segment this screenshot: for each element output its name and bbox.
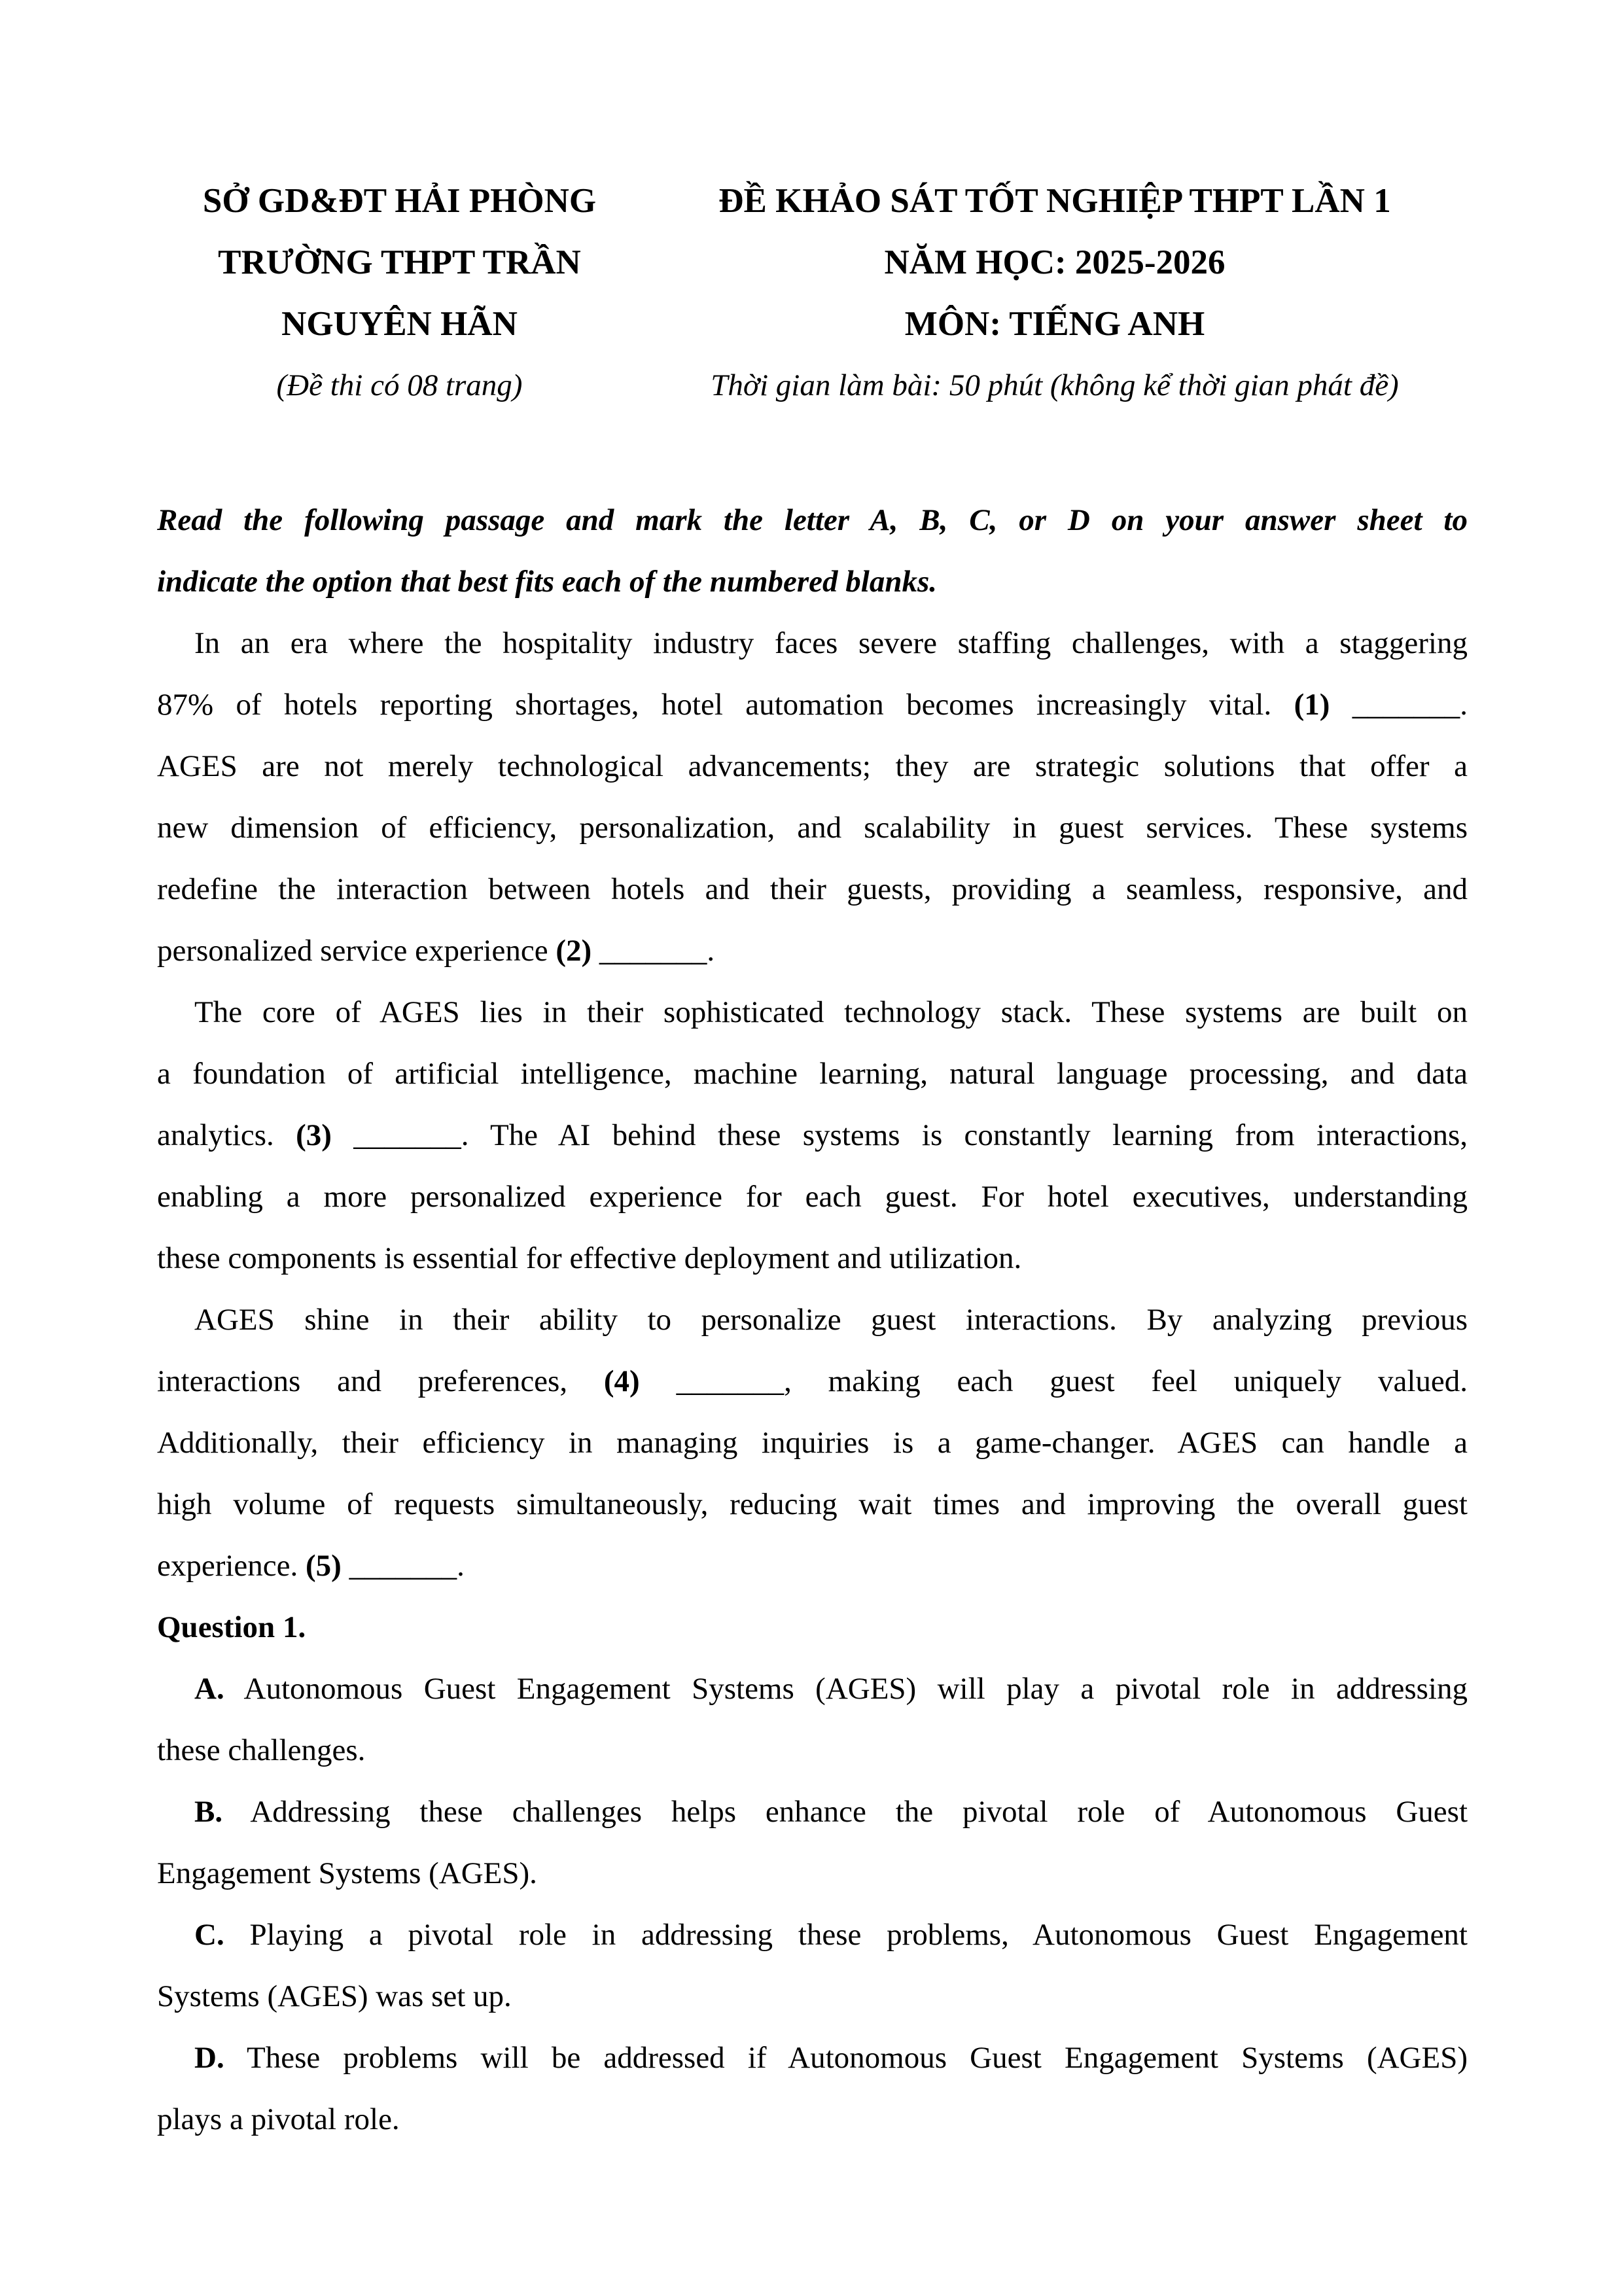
passage-paragraph-2	[157, 981, 1468, 1289]
answer-blank-2: _______	[599, 934, 707, 968]
blank-5-number: (5)	[306, 1549, 342, 1583]
question-1-option-a	[157, 1658, 1468, 1781]
text-run: Engagement Systems (AGES).	[157, 1856, 537, 1890]
school-year: NĂM HỌC: 2025-2026	[884, 243, 1226, 281]
instructions-line-1	[157, 489, 1468, 551]
text-run: a foundation of artificial intelligence, machine learning, natural language processing, and data	[157, 1057, 1468, 1091]
passage-paragraph-1-line-5	[157, 858, 1468, 920]
text-run: plays a pivotal role.	[157, 2102, 400, 2136]
text-run: Additionally, their efficiency in managing inquiries is a game-changer. AGES can handle a	[157, 1426, 1468, 1460]
text-run: AGES shine in their ability to personalize guest interactions. By analyzing previous	[194, 1303, 1468, 1337]
instructions-line-2	[157, 551, 1468, 612]
document-body	[157, 489, 1468, 2150]
passage-paragraph-1-line-3	[157, 735, 1468, 797]
school-name-line-2: NGUYÊN HÃN	[281, 305, 518, 343]
page-count-note: (Đề thi có 08 trang)	[276, 368, 523, 402]
text-run: . The AI behind these systems is constantly learning from interactions,	[461, 1118, 1468, 1152]
passage-paragraph-3-line-2	[157, 1351, 1468, 1412]
text-run: analytics.	[157, 1118, 296, 1152]
text-run: redefine the interaction between hotels and their guests, providing a seamless, responsive, and	[157, 872, 1468, 906]
text-run: indicate the option that best fits each of the numbered blanks.	[157, 565, 938, 599]
text-run: The core of AGES lies in their sophisticated technology stack. These systems are built on	[194, 995, 1468, 1029]
blank-2-number: (2)	[556, 934, 592, 968]
question-1-heading	[157, 1597, 1468, 1658]
passage-paragraph-3-line-4	[157, 1474, 1468, 1535]
passage-paragraph-1-line-4	[157, 797, 1468, 858]
text-run	[1330, 688, 1352, 722]
text-run: .	[707, 934, 715, 968]
blank-4-number: (4)	[603, 1364, 640, 1398]
passage-paragraph-1	[157, 612, 1468, 981]
answer-blank-3: _______	[353, 1118, 461, 1152]
text-run: personalized service experience	[157, 934, 556, 968]
question-1-option-d-line-1	[157, 2027, 1468, 2089]
passage-paragraph-2-line-3	[157, 1104, 1468, 1166]
text-run: .	[1460, 688, 1468, 722]
text-run: , making each guest feel uniquely valued.	[784, 1364, 1468, 1398]
text-run: AGES are not merely technological advancements; they are strategic solutions that offer a	[157, 749, 1468, 783]
exam-title-block	[642, 170, 1468, 416]
text-run: In an era where the hospitality industry faces severe staffing challenges, with a staggering	[194, 626, 1468, 660]
question-1-option-b	[157, 1781, 1468, 1904]
option-letter-d: D.	[194, 2041, 224, 2075]
text-run: Playing a pivotal role in addressing these problems, Autonomous Guest Engagement	[224, 1918, 1468, 1952]
department-name: SỞ GD&ĐT HẢI PHÒNG	[202, 182, 597, 220]
question-1-option-b-line-2	[157, 1843, 1468, 1904]
passage-paragraph-2-line-5	[157, 1227, 1468, 1289]
instructions	[157, 489, 1468, 612]
exam-header	[157, 170, 1468, 416]
text-run: Systems (AGES) was set up.	[157, 1979, 512, 2013]
text-run: These problems will be addressed if Autonomous Guest Engagement Systems (AGES)	[224, 2041, 1468, 2075]
text-run	[332, 1118, 353, 1152]
text-run: Read the following passage and mark the letter A, B, C, or D on your answer sheet to	[157, 503, 1468, 537]
text-run: interactions and preferences,	[157, 1364, 604, 1398]
option-letter-c: C.	[194, 1918, 224, 1952]
answer-blank-4: _______	[676, 1364, 785, 1398]
option-letter-b: B.	[194, 1795, 223, 1829]
exam-subject: MÔN: TIẾNG ANH	[904, 305, 1205, 343]
header-body-spacer	[157, 416, 1468, 489]
exam-title: ĐỀ KHẢO SÁT TỐT NGHIỆP THPT LẦN 1	[718, 182, 1391, 220]
question-1-option-c	[157, 1904, 1468, 2027]
passage-paragraph-2-line-4	[157, 1166, 1468, 1227]
passage-paragraph-1-line-6	[157, 920, 1468, 981]
text-run: 87% of hotels reporting shortages, hotel automation becomes increasingly vital.	[157, 688, 1294, 722]
issuing-authority-block	[157, 170, 642, 416]
question-1-option-c-line-2	[157, 1966, 1468, 2027]
answer-blank-1: _______	[1352, 688, 1460, 722]
passage-paragraph-1-line-1	[157, 612, 1468, 674]
text-run	[591, 934, 599, 968]
text-run: high volume of requests simultaneously, reducing wait times and improving the overall guest	[157, 1487, 1468, 1521]
option-letter-a: A.	[194, 1672, 224, 1706]
answer-blank-5: _______	[349, 1549, 457, 1583]
text-run: Autonomous Guest Engagement Systems (AGES) will play a pivotal role in addressing	[224, 1672, 1468, 1706]
blank-3-number: (3)	[296, 1118, 332, 1152]
passage-paragraph-2-line-1	[157, 981, 1468, 1043]
text-run: new dimension of efficiency, personalization, and scalability in guest services. These systems	[157, 811, 1468, 845]
question-1-option-d-line-2	[157, 2089, 1468, 2150]
passage-paragraph-3-line-1	[157, 1289, 1468, 1351]
text-run: these components is essential for effective deployment and utilization.	[157, 1241, 1022, 1275]
text-run: .	[457, 1549, 465, 1583]
school-name-line-1: TRƯỜNG THPT TRẦN	[218, 243, 581, 281]
question-1-option-a-line-2	[157, 1720, 1468, 1781]
time-allowed: Thời gian làm bài: 50 phút (không kể thời gian phát đề)	[711, 368, 1399, 402]
passage-paragraph-3-line-5	[157, 1535, 1468, 1597]
passage-paragraph-1-line-2	[157, 674, 1468, 735]
passage-paragraph-3	[157, 1289, 1468, 1597]
text-run	[640, 1364, 677, 1398]
text-run	[342, 1549, 349, 1583]
text-run: these challenges.	[157, 1733, 366, 1767]
question-1-option-b-line-1	[157, 1781, 1468, 1843]
text-run: Addressing these challenges helps enhance the pivotal role of Autonomous Guest	[222, 1795, 1468, 1829]
text-run: experience.	[157, 1549, 306, 1583]
question-1-heading-line-1	[157, 1597, 1468, 1658]
question-1-option-a-line-1	[157, 1658, 1468, 1720]
question-1-option-c-line-1	[157, 1904, 1468, 1966]
passage-paragraph-3-line-3	[157, 1412, 1468, 1474]
question-1-option-d	[157, 2027, 1468, 2150]
passage-paragraph-2-line-2	[157, 1043, 1468, 1104]
text-run: enabling a more personalized experience for each guest. For hotel executives, understanding	[157, 1180, 1468, 1214]
question-number: Question 1.	[157, 1610, 306, 1644]
blank-1-number: (1)	[1294, 688, 1330, 722]
